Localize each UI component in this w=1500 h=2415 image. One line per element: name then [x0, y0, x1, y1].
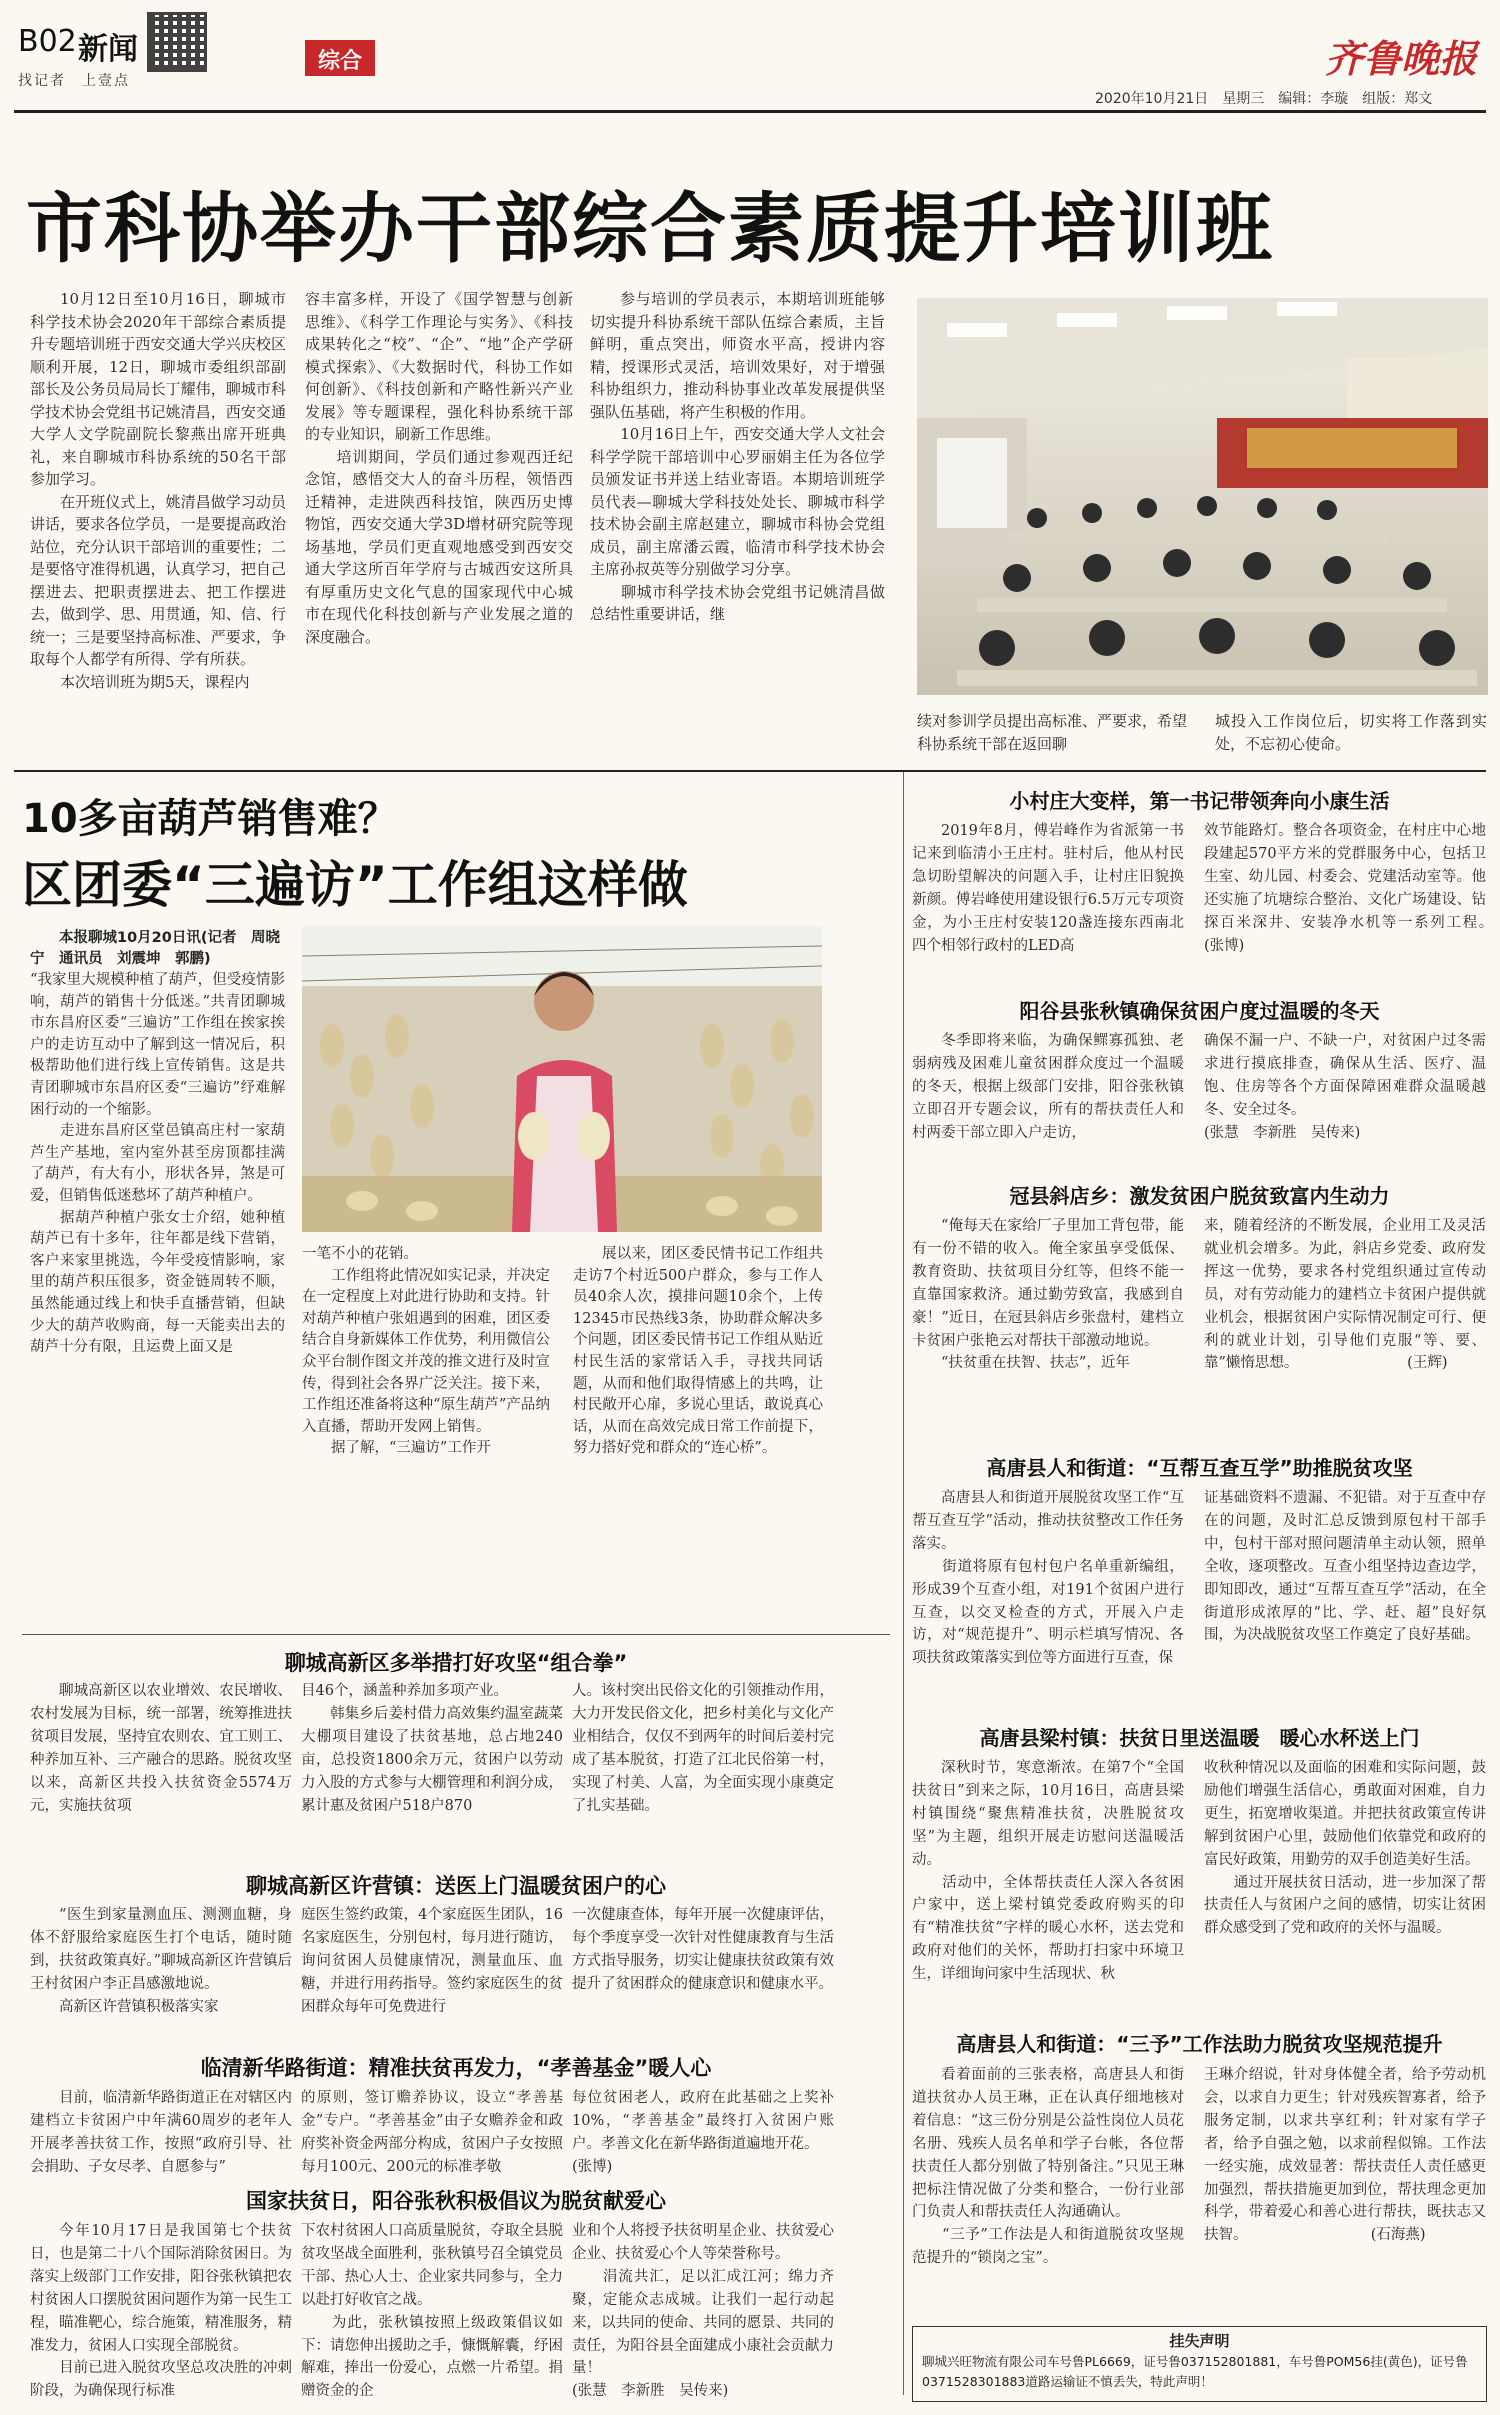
- divider-story1: [14, 770, 1486, 772]
- r3-col1: “俺每天在家给厂子里加工背包带，能有一份不错的收入。俺全家虽享受低保、教育资助、扶贫项目分红等，但终不能一直靠国家救济。通过勤劳致富，我感到自豪！”近日，在冠县斜店乡张盘村，建档立卡贫困户张艳云对帮扶干部激动地说。 “扶贫重在扶智、扶志”，近年: [912, 1218, 1184, 1372]
- r1-col1: 2019年8月，傅岩峰作为省派第一书记来到临清小王庄村。驻村后，他从村民急切盼望解决的问题入手，让村庄旧貌换新颜。傅岩峰使用建设银行6.5万元专项资金，为小王庄村安装120盏连接东西南北四个相邻行政村的LED高: [912, 823, 1184, 954]
- divider-story2: [22, 1634, 890, 1635]
- column-tag: 综合: [317, 49, 362, 74]
- qr-code-icon[interactable]: [147, 12, 207, 72]
- section-name: 新闻: [78, 32, 138, 67]
- story1-col2: 容丰富多样，开设了《国学智慧与创新思维》、《科学工作理论与实务》、《科技成果转化之“校”、“企”、“地”企产学研模式探索》、《大数据时代，科协工作如何创新》、《科技创新和产略性新兴产业发展》等专题课程，强化科协系统干部的专业知识，刷新工作思维。 培训期间，学员们通过参观西迁纪念馆，感悟交大人的奋斗历程，领悟西迁精神，走进陕西科技馆，陕西历史博物馆，西安交通大学3D增材研究院等现场基地，学员们更直观地感受到西安交通大学这所百年学府与古城西安这所具有厚重历史文化气息的国家现代中心城市在现代化科技创新与产业发展之道的深度融合。: [305, 290, 573, 646]
- brand-logo: 齐鲁晚报: [1325, 36, 1478, 81]
- r4-title: 高唐县人和街道：“互帮互查互学”助推脱贫攻坚: [986, 1456, 1413, 1480]
- s7-col3: 人。该村突出民俗文化的引领推动作用，大力开发民俗文化，把乡村美化与文化产业相结合，仅仅不到两年的时间后姜村完成了基本脱贫，打造了江北民俗第一村，实现了村美、人富，为全面实现小康奠定了扎实基础。: [572, 1683, 834, 1814]
- story1-col4: 续对参训学员提出高标准、严要求，希望科协系统干部在返回聊: [917, 712, 1187, 753]
- story1-col1: 10月12日至10月16日，聊城市科学技术协会2020年干部综合素质提升专题培训班于西安交通大学兴庆校区顺利开展，12日，聊城市委组织部副部长及公务员局局长丁耀伟，聊城市科学技术协会党组书记姚清昌，西安交通大学人文学院副院长黎燕出席开班典礼，来自聊城市科协系统的50名干部参加学习。 在开班仪式上，姚清昌做学习动员讲话，要求各位学员，一是要提高政治站位，充分认识干部培训的重要性；二是要恪守准得机遇，认真学习，把自己摆进去、把职责摆进去、把工作摆进去，做到学、思、用贯通，知、信、行统一；三是要坚持高标准、严要求，争取每个人都学有所得、学有所获。 本次培训班为期5天，课程内: [30, 290, 286, 691]
- lost-notice-body: 聊城兴旺物流有限公司车号鲁PL6669，证号鲁037152801881，车号鲁POM56挂(黄色)，证号鲁0371528301883道路运输证不慎丢失，特此声明！: [922, 2354, 1468, 2389]
- r1-title: 小村庄大变样，第一书记带领奔向小康生活: [1009, 789, 1390, 813]
- masthead-rule: [14, 110, 1486, 113]
- story1-col3: 参与培训的学员表示，本期培训班能够切实提升科协系统干部队伍综合素质，主旨鲜明，重点突出，师资水平高，授讲内容精，授课形式灵活，培训效果好，对于增强科协组织力，推动科协事业改革发展提供坚强队伍基础，将产生积极的作用。 10月16日上午，西安交通大学人文社会科学学院干部培训中心罗丽娟主任为各位学员颁发证书并送上结业寄语。本期培训班学员代表—聊城大学科技处处长、聊城市科学技术协会副主席赵建立，聊城市科协会党组成员，副主席潘云霞，临清市科学技术协会主席孙叔英等分别做学习分享。 聊城市科学技术协会党组书记姚清昌做总结性重要讲话，继: [590, 290, 885, 623]
- s9-col3: 每位贫困老人，政府在此基础之上奖补10%，“孝善基金”最终打入贫困户账户。孝善文化在新华路街道遍地开花。 (张博): [572, 2090, 834, 2175]
- r4-col1: 高唐县人和街道开展脱贫攻坚工作“互帮互查互学”活动，推动扶贫整改工作任务落实。 街道将原有包村包户名单重新编组，形成39个互查小组，对191个贫困户进行互查，以交叉检查的方式，开展入户走访，对“规范提升”、明示栏填写情况、各项扶贫政策落实到位等方面进行互查，保: [912, 1490, 1184, 1667]
- s10-col1: 今年10月17日是我国第七个扶贫日，也是第二十八个国际消除贫困日。为落实上级部门工作安排，阳谷张秋镇把农村贫困人口摆脱贫困问题作为第一民生工程，瞄准靶心，综合施策，精准服务，精准发力，贫困人口实现全部脱贫。 目前已进入脱贫攻坚总攻决胜的冲刺阶段，为确保现行标准: [30, 2223, 292, 2400]
- r6-col1: 看着面前的三张表格，高唐县人和街道扶贫办人员王琳，正在认真仔细地核对着信息：“这三份分别是公益性岗位人员花名册、残疾人员名单和学子台帐，各位帮扶责任人都分别做了特别备注。”只见王琳把标注情况做了分类和整合，一份行业部门负责人和帮扶责任人沟通确认。 “三予”工作法是人和街道脱贫攻坚规范提升的“锁岗之宝”。: [912, 2067, 1184, 2267]
- s8-col3: 一次健康查体，每年开展一次健康评估，每个季度享受一次针对性健康教育与生活方式指导服务，切实让健康扶贫政策有效提升了贫困群众的健康意识和健康水平。: [572, 1907, 834, 1992]
- s8-col1: “医生到家量测血压、测测血糖，身体不舒服给家庭医生打个电话，随时随到，扶贫政策真好。”聊城高新区许营镇后王村贫困户李正昌感激地说。 高新区许营镇积极落实家: [30, 1907, 292, 2015]
- r6-title: 高唐县人和街道：“三予”工作法助力脱贫攻坚规范提升: [956, 2032, 1443, 2056]
- training-class-photo: [917, 298, 1488, 695]
- story1-col5: 城投入工作岗位后，切实将工作落到实处，不忘初心使命。: [1215, 712, 1487, 753]
- r3-title: 冠县斜店乡：激发贫困户脱贫致富内生动力: [1009, 1184, 1390, 1208]
- s8-title: 聊城高新区许营镇：送医上门温暖贫困户的心: [246, 1874, 666, 1898]
- masthead-tagline: 找记者 上壹点: [18, 73, 130, 89]
- r3-col2: 来，随着经济的不断发展，企业用工及灵活就业机会增多。为此，斜店乡党委、政府发挥这一优势，要求各村党组织通过宣传动员，对有劳动能力的建档立卡贫困户提供就业机会，根据贫困户实际情况制定可行、便利的就业计划，引导他们克服“等、要、靠”懒惰思想。 (王辉): [1204, 1218, 1486, 1372]
- page-number: B02: [18, 24, 77, 59]
- s9-col2: 的原则，签订赡养协议，设立“孝善基金”专户。“孝善基金”由子女赡养金和政府奖补资金两部分构成，贫困户子女按照每月100元、200元的标准孝敬: [301, 2090, 563, 2175]
- s9-col1: 目前，临清新华路街道正在对辖区内建档立卡贫困户中年满60周岁的老年人开展孝善扶贫工作，按照“政府引导、社会捐助、子女尽孝、自愿参与”: [30, 2090, 292, 2175]
- story2-headline-2: 区团委“三遍访”工作组这样做: [22, 856, 688, 914]
- r1-col2: 效节能路灯。整合各项资金，在村庄中心地段建起570平方米的党群服务中心，包括卫生室、幼儿园、村委会、党建活动室等。他还实施了坑塘综合整治、文化广场建设、钻探百米深井、安装净水机等一系列工程。 (张博): [1204, 823, 1486, 954]
- story2-col2: 一笔不小的花销。 工作组将此情况如实记录，并决定在一定程度上对此进行协助和支持。针对葫芦种植户张姐遇到的困难，团区委结合自身新媒体工作优势，利用微信公众平台制作图文并茂的推文进行及时宣传，得到社会各界广泛关注。接下来，工作组还准备将这种“原生葫芦”产品纳入直播，帮助开发网上销售。 据了解，“三遍访”工作开: [302, 1246, 550, 1457]
- r2-title: 阳谷县张秋镇确保贫困户度过温暖的冬天: [1019, 999, 1380, 1023]
- r5-title: 高唐县梁村镇：扶贫日里送温暖 暖心水杯送上门: [979, 1726, 1420, 1750]
- s7-title: 聊城高新区多举措打好攻坚“组合拳”: [284, 1651, 628, 1675]
- s8-col2: 庭医生签约政策，4个家庭医生团队，16名家庭医生，分别包村，每月进行随访，询问贫困人员健康情况，测量血压、血糖，并进行用药指导。签约家庭医生的贫困群众每年可免费进行: [301, 1907, 563, 2015]
- story2-lead: 本报聊城10月20日讯(记者 周晓宁 通讯员 刘震坤 郭鹏): [30, 930, 280, 967]
- date-line: 2020年10月21日 星期三 编辑：李璇 组版：郑文: [1095, 91, 1433, 107]
- story2-col1: “我家里大规模种植了葫芦，但受疫情影响，葫芦的销售十分低迷。”共青团聊城市东昌府区委“三遍访”工作组在挨家挨户的走访互动中了解到这一情况后，积极帮助他们进行线上宣传销售。这是共青团聊城市东昌府区委“三遍访”纾难解困行动的一个缩影。 走进东昌府区堂邑镇高庄村一家葫芦生产基地，室内室外甚至房顶都挂满了葫芦，有大有小，形状各异，煞是可爱，但销售低迷愁坏了葫芦种植户。 据葫芦种植户张女士介绍，她种植葫芦已有十多年，往年都是线下营销，客户来家里挑选，今年受疫情影响，家里的葫芦积压很多，资金链周转不顺，虽然能通过线上和快手直播营销，但缺少大的葫芦收购商，每一天能卖出去的葫芦十分有限，且运费上面又是: [30, 972, 285, 1356]
- r5-col1: 深秋时节，寒意渐浓。在第7个“全国扶贫日”到来之际，10月16日，高唐县梁村镇围绕“聚焦精准扶贫，决胜脱贫攻坚”为主题，组织开展走访慰问送温暖活动。 活动中，全体帮扶责任人深入各贫困户家中，送上梁村镇党委政府购买的印有“精准扶贫”字样的暖心水杯，送去党和政府对他们的关怀，帮助打扫家中环境卫生，详细询问家中生活现状、秋: [912, 1760, 1184, 1983]
- gourd-farmer-photo: [302, 926, 822, 1232]
- s10-col2: 下农村贫困人口高质量脱贫，夺取全县脱贫攻坚战全面胜利，张秋镇号召全镇党员干部、热心人士、企业家共同参与，全力以赴打好收官之战。 为此，张秋镇按照上级政策倡议如下：请您伸出援助之手，慷慨解囊，纾困解难，捧出一份爱心，点燃一片希望。捐赠资金的企: [301, 2223, 563, 2400]
- story1-headline: 市科协举办干部综合素质提升培训班: [26, 184, 1274, 273]
- r6-col2: 王琳介绍说，针对身体健全者，给予劳动机会，以求自力更生；针对残疾智寡者，给予服务定制，以求共享红利；针对家有学子者，给予自强之勉，以求前程似锦。工作法一经实施，成效显著：帮扶责任人责任感更加强烈，帮扶措施更加到位，帮扶理念更加科学，带着爱心和善心进行帮扶，既扶志又扶智。 (石海燕): [1204, 2067, 1486, 2244]
- story2-headline-1: 10多亩葫芦销售难？: [22, 796, 398, 842]
- s9-title: 临清新华路街道：精准扶贫再发力，“孝善基金”暖人心: [200, 2056, 712, 2080]
- s10-title: 国家扶贫日，阳谷张秋积极倡议为脱贫献爱心: [246, 2189, 666, 2213]
- s10-col3: 业和个人将授予扶贫明星企业、扶贫爱心企业、扶贫爱心个人等荣誉称号。 涓流共汇，足以汇成江河；绵力齐聚，定能众志成城。让我们一起行动起来，以共同的使命、共同的愿景、共同的责任，为阳谷县全面建成小康社会贡献力量！ (张慧 李新胜 吴传来): [572, 2223, 834, 2400]
- lost-notice-title: 挂失声明: [1169, 2332, 1230, 2350]
- r5-col2: 收秋种情况以及面临的困难和实际问题，鼓励他们增强生活信心，勇敢面对困难，自力更生，拓宽增收渠道。并把扶贫政策宣传讲解到贫困户心里，鼓励他们依靠党和政府的富民好政策，用勤劳的双手创造美好生活。 通过开展扶贫日活动，进一步加深了帮扶责任人与贫困户之间的感情，切实让贫困群众感受到了党和政府的关怀与温暖。: [1204, 1760, 1486, 1937]
- story2-col3: 展以来，团区委民情书记工作组共走访7个村近500户群众，参与工作人员40余人次，摸排问题10余个，上传12345市民热线3条，协助群众解决多个问题，团区委民情书记工作组从贴近村民生活的家常话入手，寻找共同话题，从而和他们取得情感上的共鸣，让村民敞开心扉，多说心里话，敢说真心话，从而在高效完成日常工作前提下，努力搭好党和群众的“连心桥”。: [573, 1246, 823, 1457]
- s7-col2: 目46个，涵盖种养加多项产业。 韩集乡后姜村借力高效集约温室蔬菜大棚项目建设了扶贫基地，总占地240亩，总投资1800余万元，贫困户以劳动力入股的方式参与大棚管理和利润分成，累计惠及贫困户518户870: [301, 1683, 563, 1814]
- r2-col1: 冬季即将来临，为确保鳏寡孤独、老弱病残及困难儿童贫困群众度过一个温暖的冬天，根据上级部门安排，阳谷张秋镇立即召开专题会议，所有的帮扶责任人和村两委干部立即入户走访，: [912, 1033, 1184, 1141]
- vertical-divider-right: [903, 772, 904, 2395]
- r2-col2: 确保不漏一户、不缺一户，对贫困户过冬需求进行摸底排查，确保从生活、医疗、温饱、住房等各个方面保障困难群众温暖越冬、安全过冬。 (张慧 李新胜 吴传来): [1204, 1033, 1486, 1141]
- s7-col1: 聊城高新区以农业增效、农民增收、农村发展为目标，统一部署，统筹推进扶贫项目发展，坚持宜农则农、宜工则工、种养加互补、三产融合的思路。脱贫攻坚以来，高新区共投入扶贫资金5574万元，实施扶贫项: [30, 1683, 292, 1814]
- r4-col2: 证基础资料不遗漏、不犯错。对于互查中存在的问题，及时汇总反馈到原包村干部手中，包村干部对照问题清单主动认领，照单全收，逐项整改。互查小组坚持边查边学，即知即改，通过“互帮互查互学”活动，在全街道形成浓厚的“比、学、赶、超”良好氛围，为决战脱贫攻坚工作奠定了良好基础。: [1204, 1490, 1486, 1644]
